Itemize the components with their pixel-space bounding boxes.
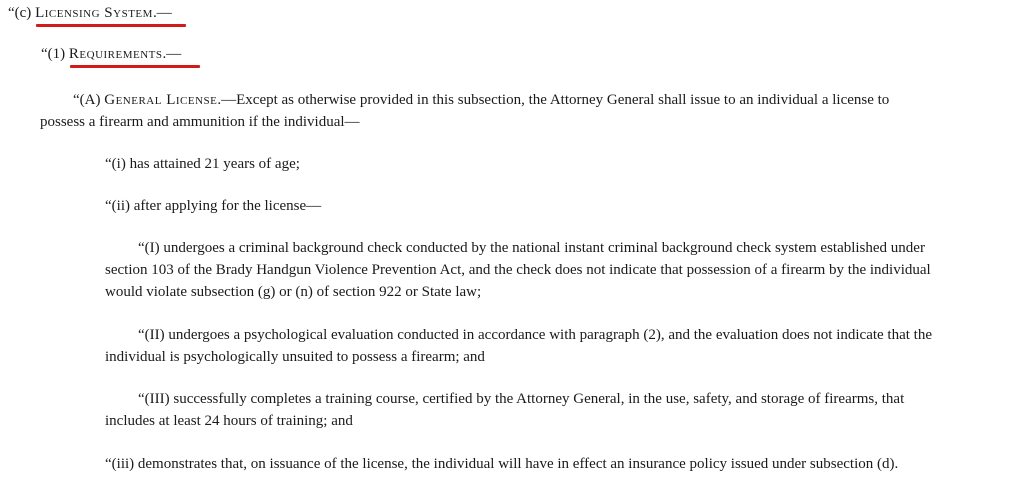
item-ii: “(ii) after applying for the license— [105,198,322,214]
sub-iii-line1: “(III) successfully completes a training course, certified by the Attorney General, in the use, safety, and storage of firearms, that [138,391,905,407]
heading-c-title: Licensing System [35,5,153,21]
sub-i-line2: section 103 of the Brady Handgun Violence Prevention Act, and the check does not indicate that possession of a firearm by the individual [105,262,931,278]
sub-i-line3: would violate subsection (g) or (n) of section 922 or State law; [105,284,482,300]
para-a-title: General License [104,92,218,108]
item-iii: “(iii) demonstrates that, on issuance of the license, the individual will have in effect an insurance policy issued under subsection (d). [105,456,899,472]
sub-iii-line2: includes at least 24 hours of training; and [105,413,353,429]
heading-1-underline [70,65,200,68]
para-a-line2: possess a firearm and ammunition if the individual— [40,114,360,130]
heading-c-suffix: .— [152,5,172,21]
para-a-lead: “(A) [73,92,105,108]
heading-c-underline [36,24,186,27]
heading-1 [41,43,181,65]
item-i: “(i) has attained 21 years of age; [105,156,300,172]
sub-ii-line2: individual is psychologically unsuited to possess a firearm; and [105,349,485,365]
heading-c [8,2,172,24]
sub-i-line1: “(I) undergoes a criminal background check conducted by the national instant criminal background check system established under [138,240,925,256]
heading-1-prefix: “(1) [41,46,69,62]
heading-1-title: Requirements [68,46,163,62]
sub-ii-line1: “(II) undergoes a psychological evaluation conducted in accordance with paragraph (2), and the evaluation does not indicate that the [138,327,932,343]
heading-1-suffix: .— [162,46,182,62]
para-a-line1 [73,89,889,111]
heading-c-prefix: “(c) [8,5,36,21]
para-a-line1-rest: .—Except as otherwise provided in this subsection, the Attorney General shall issue to an individual a license to [217,92,890,108]
